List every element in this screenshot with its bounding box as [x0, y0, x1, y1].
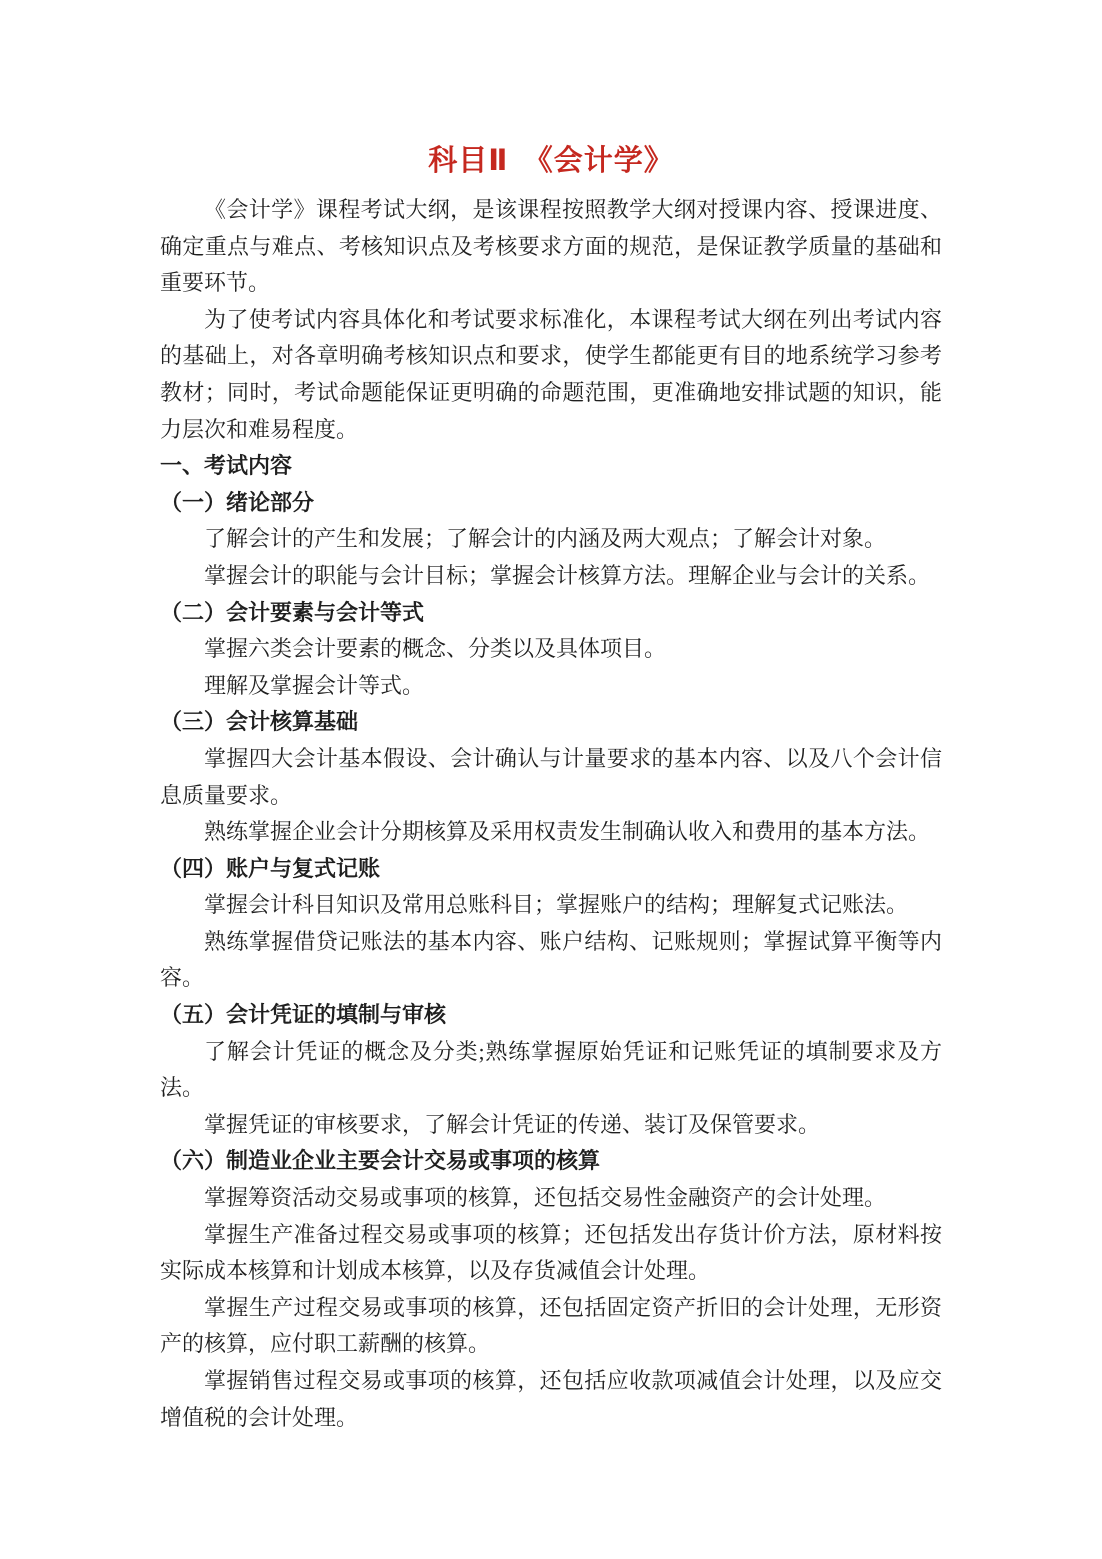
document-paragraph: 熟练掌握借贷记账法的基本内容、账户结构、记账规则；掌握试算平衡等内容。 — [160, 928, 942, 991]
section-heading-level2: （四）账户与复式记账 — [160, 855, 381, 881]
document-title: 科目Ⅱ 《会计学》 — [428, 145, 674, 177]
document-body — [160, 192, 942, 1436]
document-paragraph: 熟练掌握企业会计分期核算及采用权责发生制确认收入和费用的基本方法。 — [204, 819, 931, 845]
section-heading-level1: 一、考试内容 — [160, 453, 293, 479]
section-heading-level2: （三）会计核算基础 — [160, 709, 359, 735]
document-paragraph: 掌握会计的职能与会计目标；掌握会计核算方法。理解企业与会计的关系。 — [204, 562, 931, 588]
document-paragraph: 了解会计的产生和发展；了解会计的内涵及两大观点；了解会计对象。 — [204, 526, 887, 552]
document-paragraph: 理解及掌握会计等式。 — [204, 672, 425, 698]
section-heading-level2: （二）会计要素与会计等式 — [160, 599, 425, 625]
section-heading-level2: （五）会计凭证的填制与审核 — [160, 1002, 447, 1028]
document-paragraph: 掌握销售过程交易或事项的核算，还包括应收款项减值会计处理，以及应交增值税的会计处理。 — [160, 1368, 942, 1430]
document-paragraph: 掌握生产过程交易或事项的核算，还包括固定资产折旧的会计处理，无形资产的核算，应付职工薪酬的核算。 — [160, 1294, 942, 1357]
section-heading-level2: （一）绪论部分 — [160, 489, 315, 515]
document-paragraph: 掌握凭证的审核要求，了解会计凭证的传递、装订及保管要求。 — [204, 1111, 821, 1137]
document-paragraph: 掌握六类会计要素的概念、分类以及具体项目。 — [204, 636, 667, 662]
section-heading-level2: （六）制造业企业主要会计交易或事项的核算 — [160, 1148, 601, 1174]
document-paragraph: 《会计学》课程考试大纲，是该课程按照教学大纲对授课内容、授课进度、确定重点与难点、考核知识点及考核要求方面的规范，是保证教学质量的基础和重要环节。 — [160, 197, 942, 296]
document-paragraph: 了解会计凭证的概念及分类;熟练掌握原始凭证和记账凭证的填制要求及方法。 — [160, 1038, 942, 1101]
document-paragraph: 为了使考试内容具体化和考试要求标准化，本课程考试大纲在列出考试内容的基础上，对各章明确考核知识点和要求，使学生都能更有目的地系统学习参考教材；同时，考试命题能保证更明确的命题范围，更准确地安排试题的知识，能力层次和难易程度。 — [160, 306, 942, 442]
document-paragraph: 掌握生产准备过程交易或事项的核算；还包括发出存货计价方法，原材料按实际成本核算和计划成本核算，以及存货减值会计处理。 — [160, 1221, 942, 1284]
document-paragraph: 掌握会计科目知识及常用总账科目；掌握账户的结构；理解复式记账法。 — [204, 892, 909, 918]
document-paragraph: 掌握筹资活动交易或事项的核算，还包括交易性金融资产的会计处理。 — [204, 1185, 887, 1211]
document-paragraph: 掌握四大会计基本假设、会计确认与计量要求的基本内容、以及八个会计信息质量要求。 — [160, 745, 942, 808]
